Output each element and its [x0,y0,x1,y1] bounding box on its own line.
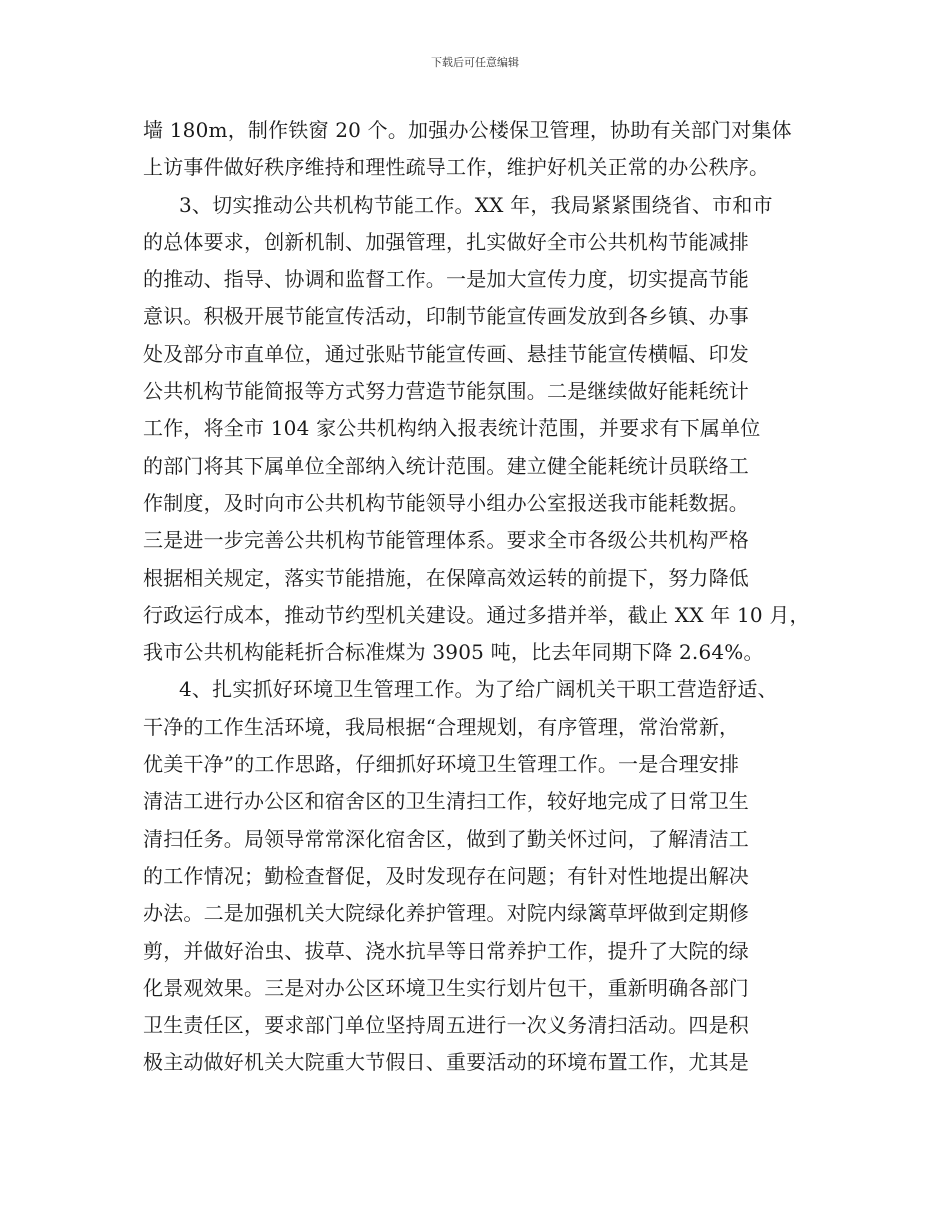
text-line: 的工作情况；勤检查督促，及时发现存在问题；有针对性地提出解决 [143,863,749,888]
text-line: 的总体要求，创新机制、加强管理，扎实做好全市公共机构节能减排 [143,229,749,254]
text-line: 行政运行成本，推动节约型机关建设。通过多措并举，截止 XX 年 10 月， [143,602,810,627]
text-line: 的部门将其下属单位全部纳入统计范围。建立健全能耗统计员联络工 [143,453,749,478]
text-line: 干净的工作生活环境，我局根据“合理规划，有序管理，常治常新， [143,714,740,739]
text-line: 优美干净”的工作思路，仔细抓好环境卫生管理工作。一是合理安排 [143,752,740,777]
text-line: 办法。二是加强机关大院绿化养护管理。对院内绿篱草坪做到定期修 [143,901,749,926]
text-line: 剪，并做好治虫、拔草、浇水抗旱等日常养护工作，提升了大院的绿 [143,938,749,963]
page-header: 下载后可任意编辑 [431,56,519,69]
text-line: 上访事件做好秩序维持和理性疏导工作，维护好机关正常的办公秩序。 [143,155,770,180]
text-line: 作制度，及时向市公共机构节能领导小组办公室报送我市能耗数据。 [143,490,749,515]
text-line: 极主动做好机关大院重大节假日、重要活动的环境布置工作，尤其是 [143,1050,749,1075]
text-line: 意识。积极开展节能宣传活动，印制节能宣传画发放到各乡镇、办事 [143,304,749,329]
text-line: 公共机构节能简报等方式努力营造节能氛围。二是继续做好能耗统计 [143,379,749,404]
text-line: 清扫任务。局领导常常深化宿舍区，做到了勤关怀过问，了解清洁工 [143,826,749,851]
text-line: 墙 180m，制作铁窗 20 个。加强办公楼保卫管理，协助有关部门对集体 [143,118,792,142]
paragraph-first-line: 3、切实推动公共机构节能工作。XX 年，我局紧紧围绕省、市和市 [179,192,773,217]
text-line: 三是进一步完善公共机构节能管理体系。要求全市各级公共机构严格 [143,528,749,553]
document-body [143,112,823,1082]
text-line: 工作，将全市 104 家公共机构纳入报表统计范围，并要求有下属单位 [143,416,761,441]
text-line: 清洁工进行办公区和宿舍区的卫生清扫工作，较好地完成了日常卫生 [143,789,749,814]
paragraph-first-line: 4、扎实抓好环境卫生管理工作。为了给广阔机关干职工营造舒适、 [179,677,778,702]
text-line: 的推动、指导、协调和监督工作。一是加大宣传力度，切实提高节能 [143,267,749,292]
text-line: 卫生责任区，要求部门单位坚持周五进行一次义务清扫活动。四是积 [143,1013,749,1038]
text-line: 处及部分市直单位，通过张贴节能宣传画、悬挂节能宣传横幅、印发 [143,341,749,366]
text-line: 根据相关规定，落实节能措施，在保障高效运转的前提下，努力降低 [143,565,749,590]
text-line: 化景观效果。三是对办公区环境卫生实行划片包干，重新明确各部门 [143,975,749,1000]
text-line: 我市公共机构能耗折合标准煤为 3905 吨，比去年同期下降 2.64%。 [143,640,764,665]
